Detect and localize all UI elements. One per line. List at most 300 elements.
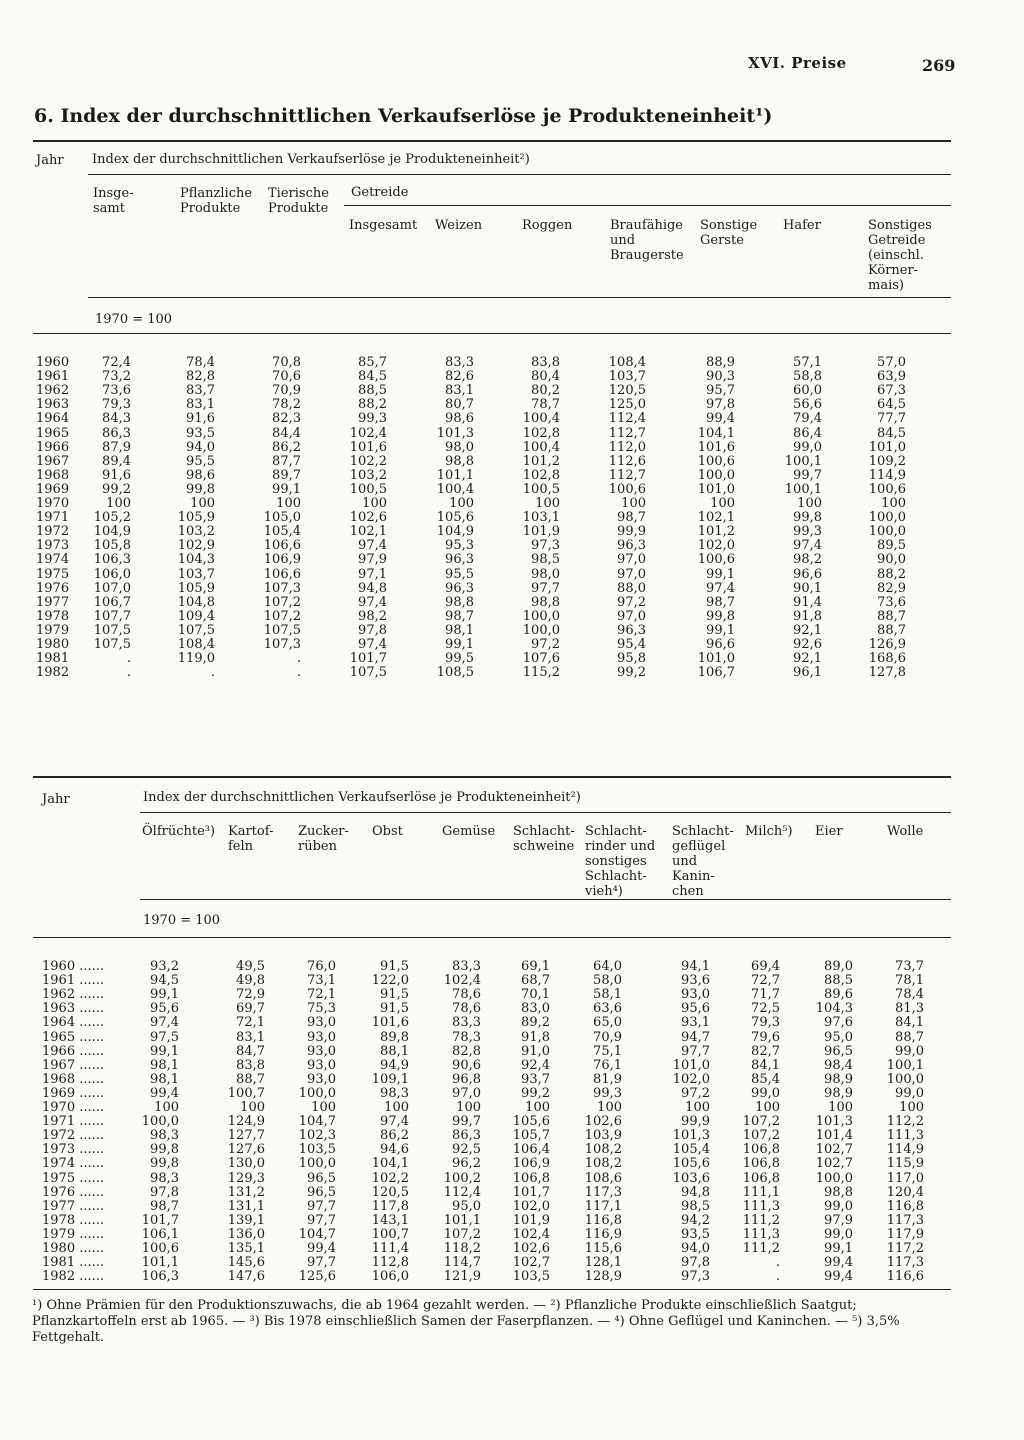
year-cell: 1963 ......: [42, 1001, 105, 1017]
value-cell: 99,5: [445, 651, 474, 667]
value-cell: 107,5: [93, 637, 131, 652]
value-cell: 105,6: [512, 1114, 550, 1130]
table-row: [0, 1242, 1024, 1256]
value-cell: 83,1: [236, 1029, 265, 1045]
page-title: 6. Index der durchschnittlichen Verkaufserlöse je Produkteneinheit¹): [34, 105, 773, 127]
table-row: [0, 974, 1024, 988]
value-cell: 121,9: [443, 1269, 481, 1285]
value-cell: 103,7: [608, 369, 646, 385]
value-cell: 84,5: [877, 425, 906, 441]
value-cell: 93,6: [681, 973, 710, 989]
year-cell: 1970: [36, 496, 70, 511]
table-row: [0, 356, 1024, 370]
value-cell: 84,3: [102, 411, 131, 427]
value-cell: 93,5: [186, 425, 215, 441]
year-cell: 1967: [36, 453, 70, 469]
year-cell: 1977 ......: [42, 1198, 105, 1214]
value-cell: 98,8: [445, 594, 474, 610]
value-cell: 87,7: [272, 453, 301, 469]
value-cell: 135,1: [227, 1241, 265, 1256]
year-cell: 1973 ......: [42, 1142, 105, 1158]
table-row: [0, 1172, 1024, 1186]
value-cell: 98,7: [706, 594, 735, 610]
value-cell: 102,6: [349, 510, 387, 526]
year-cell: 1961: [36, 369, 70, 385]
value-cell: 98,1: [150, 1057, 179, 1073]
value-cell: 112,8: [371, 1255, 409, 1271]
value-cell: 103,9: [584, 1128, 622, 1144]
value-cell: 83,3: [452, 1015, 481, 1031]
year-cell: 1962: [36, 383, 70, 399]
value-cell: 91,8: [521, 1029, 550, 1045]
year-cell: 1975: [36, 566, 70, 582]
value-cell: 70,9: [593, 1029, 622, 1045]
value-cell: 90,1: [793, 580, 822, 596]
value-cell: 70,8: [272, 355, 301, 370]
value-cell: 116,8: [886, 1198, 924, 1214]
value-cell: 99,7: [452, 1114, 481, 1130]
value-cell: 97,2: [531, 637, 560, 652]
value-cell: 91,4: [793, 594, 822, 610]
value-cell: .: [296, 651, 301, 667]
value-cell: 90,0: [877, 552, 906, 568]
value-cell: 116,8: [584, 1212, 622, 1228]
table1-col-head: Weizen: [435, 218, 483, 233]
value-cell: 105,4: [263, 524, 301, 540]
value-cell: 95,6: [681, 1001, 710, 1017]
value-cell: 89,6: [824, 987, 853, 1003]
value-cell: 103,2: [177, 524, 215, 540]
value-cell: 63,9: [877, 369, 906, 385]
value-cell: 100: [828, 1100, 853, 1115]
value-cell: 91,0: [521, 1043, 550, 1059]
value-cell: 96,5: [307, 1170, 336, 1186]
value-cell: 98,8: [824, 1184, 853, 1200]
value-cell: 98,7: [445, 608, 474, 624]
value-cell: 92,4: [521, 1057, 550, 1073]
value-cell: 84,4: [272, 425, 301, 441]
year-cell: 1975 ......: [42, 1170, 105, 1186]
value-cell: 111,4: [371, 1241, 409, 1256]
value-cell: 99,4: [150, 1085, 179, 1101]
value-cell: 89,4: [102, 453, 131, 469]
table2-col-head: Schlacht- geflügel und Kanin- chen: [672, 824, 734, 899]
value-cell: 143,1: [371, 1212, 409, 1228]
value-cell: 81,9: [593, 1071, 622, 1087]
value-cell: 102,2: [349, 453, 387, 469]
value-cell: 102,0: [672, 1071, 710, 1087]
value-cell: 99,1: [706, 622, 735, 638]
value-cell: 127,7: [227, 1128, 265, 1144]
value-cell: 98,9: [824, 1071, 853, 1087]
value-cell: 111,3: [742, 1226, 780, 1242]
table2-head-rule: [140, 899, 951, 900]
table1-col-head: Pflanzliche Produkte: [180, 186, 253, 216]
value-cell: 102,7: [512, 1255, 550, 1271]
value-cell: 97,7: [307, 1198, 336, 1214]
value-cell: 117,3: [584, 1184, 622, 1200]
value-cell: 91,6: [186, 411, 215, 427]
table1-body-rule: [33, 333, 951, 334]
value-cell: 100,0: [522, 622, 560, 638]
table-row: [0, 1228, 1024, 1242]
value-cell: 101,7: [349, 651, 387, 667]
value-cell: 103,2: [349, 467, 387, 483]
value-cell: 79,3: [102, 397, 131, 413]
value-cell: 98,3: [150, 1128, 179, 1144]
value-cell: 94,6: [380, 1142, 409, 1158]
table1-getreide-label: Getreide: [351, 185, 409, 200]
value-cell: 106,1: [141, 1226, 179, 1242]
value-cell: 120,5: [371, 1184, 409, 1200]
value-cell: 88,0: [617, 580, 646, 596]
value-cell: 64,5: [877, 397, 906, 413]
value-cell: 99,7: [793, 467, 822, 483]
value-cell: 100: [362, 496, 387, 511]
year-cell: 1965 ......: [42, 1029, 105, 1045]
value-cell: 86,4: [793, 425, 822, 441]
value-cell: 100,0: [868, 524, 906, 540]
value-cell: 88,7: [877, 622, 906, 638]
value-cell: 100,5: [349, 481, 387, 497]
value-cell: 100,4: [522, 411, 560, 427]
table-row: [0, 525, 1024, 539]
value-cell: 85,4: [751, 1071, 780, 1087]
value-cell: 100,6: [868, 481, 906, 497]
table1-year-label: Jahr: [36, 153, 64, 168]
value-cell: 65,0: [593, 1015, 622, 1031]
value-cell: 106,6: [263, 566, 301, 582]
value-cell: 82,8: [186, 369, 215, 385]
table-row: [0, 384, 1024, 398]
value-cell: 104,7: [298, 1114, 336, 1130]
value-cell: 100: [899, 1100, 924, 1115]
value-cell: 108,2: [584, 1142, 622, 1158]
value-cell: 107,5: [93, 622, 131, 638]
value-cell: 145,6: [227, 1255, 265, 1271]
value-cell: 109,1: [371, 1071, 409, 1087]
value-cell: 111,1: [742, 1184, 780, 1200]
value-cell: 86,3: [452, 1128, 481, 1144]
table-row: [0, 624, 1024, 638]
year-cell: 1981 ......: [42, 1255, 105, 1271]
value-cell: 125,0: [608, 397, 646, 413]
value-cell: 99,0: [895, 1043, 924, 1059]
value-cell: 101,6: [349, 439, 387, 455]
value-cell: 103,1: [522, 510, 560, 526]
value-cell: 122,0: [371, 973, 409, 989]
value-cell: 105,4: [672, 1142, 710, 1158]
value-cell: 72,4: [102, 355, 131, 370]
table2-col-head: Eier: [815, 824, 843, 839]
value-cell: 96,1: [793, 665, 822, 681]
value-cell: 129,3: [227, 1170, 265, 1186]
table1-col-head: Sonstiges Getreide (einschl. Körner- mais): [868, 218, 932, 293]
table-row: [0, 469, 1024, 483]
value-cell: 102,8: [522, 425, 560, 441]
value-cell: 99,1: [150, 1043, 179, 1059]
table-row: [0, 1157, 1024, 1171]
value-cell: 86,2: [380, 1128, 409, 1144]
value-cell: 97,4: [358, 637, 387, 652]
value-cell: 100,0: [522, 608, 560, 624]
value-cell: 100,1: [784, 481, 822, 497]
value-cell: 96,3: [617, 538, 646, 554]
value-cell: 118,2: [443, 1241, 481, 1256]
value-cell: 75,1: [593, 1043, 622, 1059]
value-cell: 80,7: [445, 397, 474, 413]
value-cell: 97,4: [380, 1114, 409, 1130]
value-cell: 97,3: [681, 1269, 710, 1285]
value-cell: 107,5: [177, 622, 215, 638]
table1-col-head: Insgesamt: [349, 218, 418, 233]
value-cell: 96,6: [793, 566, 822, 582]
value-cell: 78,3: [452, 1029, 481, 1045]
value-cell: 93,7: [521, 1071, 550, 1087]
value-cell: 88,9: [706, 355, 735, 370]
value-cell: 99,1: [272, 481, 301, 497]
value-cell: 100: [311, 1100, 336, 1115]
value-cell: 75,3: [307, 1001, 336, 1017]
value-cell: 103,5: [298, 1142, 336, 1158]
value-cell: 106,3: [93, 552, 131, 568]
value-cell: 107,3: [263, 580, 301, 596]
year-cell: 1971 ......: [42, 1114, 105, 1130]
year-cell: 1968 ......: [42, 1071, 105, 1087]
footnotes: ¹) Ohne Prämien für den Produktionszuwachs, die ab 1964 gezahlt werden. — ²) Pflanzliche Produkte einschließlich Saatgut; Pflanzkartoffeln erst ab 1965. — ³) Bis 1978 einschließlich Samen der Faserpflanzen. — ⁴) Ohne Geflügel und Kaninchen. — ⁵) 3,5% Fettgehalt.: [32, 1298, 900, 1345]
value-cell: 96,3: [617, 622, 646, 638]
value-cell: 89,7: [272, 467, 301, 483]
value-cell: 117,8: [371, 1198, 409, 1214]
table-row: [0, 427, 1024, 441]
value-cell: 103,6: [672, 1170, 710, 1186]
table-row: [0, 511, 1024, 525]
table1-base-label: 1970 = 100: [95, 312, 173, 327]
value-cell: 100,7: [227, 1085, 265, 1101]
value-cell: 112,0: [608, 439, 646, 455]
value-cell: 97,4: [150, 1015, 179, 1031]
value-cell: 91,6: [102, 467, 131, 483]
value-cell: 102,4: [443, 973, 481, 989]
year-cell: 1965: [36, 425, 70, 441]
value-cell: 108,5: [436, 665, 474, 681]
value-cell: 101,7: [512, 1184, 550, 1200]
value-cell: 84,7: [236, 1043, 265, 1059]
value-cell: 91,5: [380, 1001, 409, 1017]
value-cell: 94,7: [681, 1029, 710, 1045]
value-cell: 98,8: [531, 594, 560, 610]
value-cell: .: [296, 665, 301, 681]
value-cell: 72,1: [236, 1015, 265, 1031]
value-cell: 109,2: [868, 453, 906, 469]
value-cell: 93,0: [307, 1043, 336, 1059]
year-cell: 1960: [36, 355, 70, 370]
value-cell: 67,3: [877, 383, 906, 399]
value-cell: 120,5: [608, 383, 646, 399]
value-cell: 101,4: [815, 1128, 853, 1144]
value-cell: 89,5: [877, 538, 906, 554]
value-cell: 93,0: [681, 987, 710, 1003]
value-cell: 99,0: [824, 1226, 853, 1242]
value-cell: 168,6: [868, 651, 906, 667]
value-cell: 97,1: [358, 566, 387, 582]
value-cell: 105,0: [263, 510, 301, 526]
value-cell: 70,9: [272, 383, 301, 399]
year-cell: 1980: [36, 637, 70, 652]
value-cell: 97,4: [706, 580, 735, 596]
value-cell: 95,3: [445, 538, 474, 554]
value-cell: 98,8: [445, 453, 474, 469]
value-cell: 107,2: [443, 1226, 481, 1242]
value-cell: 101,2: [522, 453, 560, 469]
table-row: [0, 1101, 1024, 1115]
value-cell: 94,8: [358, 580, 387, 596]
value-cell: 105,8: [93, 538, 131, 554]
value-cell: 100,0: [697, 467, 735, 483]
year-cell: 1971: [36, 510, 70, 526]
value-cell: 106,8: [512, 1170, 550, 1186]
value-cell: 95,7: [706, 383, 735, 399]
value-cell: 82,8: [452, 1043, 481, 1059]
value-cell: 106,7: [93, 594, 131, 610]
value-cell: 112,2: [886, 1114, 924, 1130]
year-cell: 1966 ......: [42, 1043, 105, 1059]
value-cell: 64,0: [593, 959, 622, 974]
value-cell: 102,9: [177, 538, 215, 554]
value-cell: 58,1: [593, 987, 622, 1003]
year-cell: 1970 ......: [42, 1100, 105, 1115]
table2-group-rule: [140, 812, 951, 813]
value-cell: 93,0: [307, 1029, 336, 1045]
value-cell: 117,0: [886, 1170, 924, 1186]
value-cell: 106,9: [512, 1156, 550, 1172]
value-cell: 106,3: [141, 1269, 179, 1285]
year-cell: 1979 ......: [42, 1226, 105, 1242]
table1-col-head: Roggen: [522, 218, 573, 233]
value-cell: 100,4: [436, 481, 474, 497]
value-cell: 78,6: [452, 987, 481, 1003]
value-cell: 102,6: [584, 1114, 622, 1130]
value-cell: 99,9: [681, 1114, 710, 1130]
value-cell: 93,0: [307, 1071, 336, 1087]
value-cell: 125,6: [298, 1269, 336, 1285]
value-cell: 98,2: [793, 552, 822, 568]
value-cell: 96,5: [307, 1184, 336, 1200]
value-cell: 114,9: [886, 1142, 924, 1158]
value-cell: 114,7: [443, 1255, 481, 1271]
value-cell: 111,3: [886, 1128, 924, 1144]
value-cell: 107,2: [742, 1114, 780, 1130]
year-cell: 1976: [36, 580, 70, 596]
value-cell: 72,7: [751, 973, 780, 989]
value-cell: 101,0: [672, 1057, 710, 1073]
page-number: 269: [922, 56, 956, 75]
value-cell: 116,9: [584, 1226, 622, 1242]
value-cell: 104,1: [697, 425, 735, 441]
year-cell: 1969: [36, 481, 70, 497]
value-cell: 96,3: [445, 580, 474, 596]
value-cell: 100: [276, 496, 301, 511]
value-cell: 97,7: [307, 1212, 336, 1228]
value-cell: .: [126, 651, 131, 667]
value-cell: 98,7: [150, 1198, 179, 1214]
value-cell: 100: [685, 1100, 710, 1115]
year-cell: 1973: [36, 538, 70, 554]
value-cell: 100: [525, 1100, 550, 1115]
value-cell: 94,5: [150, 973, 179, 989]
value-cell: 99,4: [824, 1255, 853, 1271]
value-cell: 82,6: [445, 369, 474, 385]
table-row: [0, 483, 1024, 497]
value-cell: 112,7: [608, 425, 646, 441]
table-row: [0, 1002, 1024, 1016]
value-cell: 99,8: [150, 1156, 179, 1172]
table-row: [0, 596, 1024, 610]
value-cell: 99,0: [824, 1198, 853, 1214]
section-header: XVI. Preise: [748, 54, 847, 72]
value-cell: 107,2: [263, 594, 301, 610]
year-cell: 1966: [36, 439, 70, 455]
value-cell: 97,5: [150, 1029, 179, 1045]
value-cell: 83,3: [452, 959, 481, 974]
table2-col-head: Zucker- rüben: [298, 824, 349, 854]
value-cell: 92,5: [452, 1142, 481, 1158]
value-cell: 115,9: [886, 1156, 924, 1172]
table-row: [0, 1270, 1024, 1284]
table1-col-head: Braufähige und Braugerste: [610, 218, 684, 263]
value-cell: 108,4: [177, 637, 215, 652]
value-cell: 102,4: [349, 425, 387, 441]
value-cell: 99,1: [445, 637, 474, 652]
value-cell: 80,2: [531, 383, 560, 399]
value-cell: 101,1: [141, 1255, 179, 1271]
value-cell: 69,7: [236, 1001, 265, 1017]
value-cell: 117,3: [886, 1255, 924, 1271]
value-cell: 115,2: [522, 665, 560, 681]
table-row: [0, 1045, 1024, 1059]
table2-base-label: 1970 = 100: [143, 913, 221, 928]
table-row: [0, 960, 1024, 974]
value-cell: .: [126, 665, 131, 681]
value-cell: 95,5: [445, 566, 474, 582]
value-cell: 117,1: [584, 1198, 622, 1214]
value-cell: 102,2: [371, 1170, 409, 1186]
value-cell: 105,9: [177, 510, 215, 526]
table2-top-rule: [33, 776, 951, 778]
value-cell: 81,3: [895, 1001, 924, 1017]
value-cell: 126,9: [868, 637, 906, 652]
value-cell: 100: [597, 1100, 622, 1115]
year-cell: 1972: [36, 524, 70, 540]
table-row: [0, 582, 1024, 596]
value-cell: 76,0: [307, 959, 336, 974]
table-row: [0, 1143, 1024, 1157]
value-cell: 58,0: [593, 973, 622, 989]
value-cell: 95,6: [150, 1001, 179, 1017]
value-cell: 84,5: [358, 369, 387, 385]
value-cell: 106,0: [371, 1269, 409, 1285]
year-cell: 1979: [36, 622, 70, 638]
value-cell: 102,3: [298, 1128, 336, 1144]
value-cell: 78,6: [452, 1001, 481, 1017]
value-cell: 97,7: [681, 1043, 710, 1059]
value-cell: 98,2: [358, 608, 387, 624]
value-cell: .: [210, 665, 215, 681]
value-cell: 128,9: [584, 1269, 622, 1285]
value-cell: 111,2: [742, 1241, 780, 1256]
value-cell: 102,6: [512, 1241, 550, 1256]
table2-body-rule: [33, 937, 951, 938]
